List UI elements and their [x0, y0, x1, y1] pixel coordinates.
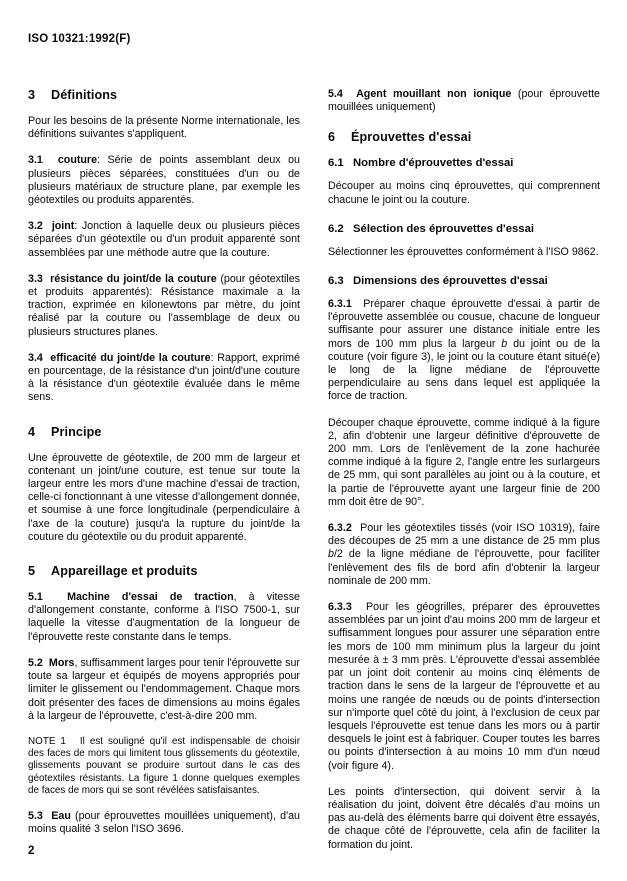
paragraph-6-3-1-number: 6.3.1	[328, 298, 352, 311]
item-5-1-term: Machine d'essai de traction	[67, 591, 234, 604]
definition-3-1-term: couture	[57, 154, 98, 167]
paragraph-6-3-1	[328, 298, 600, 404]
right-column	[328, 88, 600, 865]
clause-6-1-number: 6.1	[328, 157, 344, 170]
clause-5-number: 5	[28, 564, 36, 579]
paragraph-6-3-2-text-a: Pour les géotextiles tissés (voir ISO 10319), faire des découpes de 25 mm a une distance de 25 mm plus	[328, 522, 600, 548]
paragraph-6-3-3	[328, 601, 600, 773]
definition-3-1	[28, 154, 300, 207]
paragraph-6-3-2-number: 6.3.2	[328, 522, 352, 535]
item-5-3-number: 5.3	[28, 809, 43, 822]
paragraph-6-3-3-text-b: mm près. L'éprouvette d'essai assemblée par un joint doit contenir au moins cinq éléments de traction dans le sens de la largeur de l'éprouvette et au moins une rangée de nœuds ou de points d'intersection sur n'importe quel côté du joint, à l'exclusion de ceux par lesquels l'éprouvette est tenue dans les mors ou à partir desquels le joint est à fabriquer. Couper toutes les barres ou points d'intersection à au moins 10 mm d'un nœud (voir figure 4).	[328, 653, 600, 772]
clause-6-number: 6	[328, 130, 336, 145]
clause-6-2-title: Sélection des éprouvettes d'essai	[353, 222, 534, 235]
item-5-1	[28, 591, 300, 644]
item-5-3-term: Eau	[51, 809, 71, 822]
item-5-2	[28, 657, 300, 723]
definition-3-3-text: (pour géotextiles et produits apparentés): Résistance maximale a la traction, exprimée en kilonewtons par mètre, du joint réalisé par la couture ou l'assemblage de deux ou plusieurs structures planes.	[28, 272, 300, 338]
heading-clause-6-2	[328, 223, 600, 235]
definition-3-1-text: : Série de points assemblant deux ou plusieurs pièces séparées, constituées d'un ou de plusieurs matériaux de structure plane, par exemple les géotextiles ou produits apparentés.	[28, 154, 300, 207]
paragraph-6-3-1-text-a: Préparer chaque éprouvette d'essai à partir de l'éprouvette assemblée ou cousue, chacune de longueur suffisante pour assurer une distance initiale entre les mors de 100 mm plus la largeur	[328, 298, 600, 350]
clause-6-3-title: Dimensions des éprouvettes d'essai	[353, 275, 548, 288]
clause-4-number: 4	[28, 424, 36, 439]
definition-3-2-number: 3.2	[28, 220, 43, 233]
paragraph-6-3-1-text-b: du joint ou de la couture (voir figure 3), le joint ou la couture étant situé(e) le long de la ligne médiane de l'éprouvette perpendiculaire au sens dans lequel est appliquée la force de traction.	[328, 337, 600, 403]
clause-5-title: Appareillage et produits	[51, 564, 198, 579]
note-1-label: NOTE 1	[28, 735, 66, 747]
definition-3-4-term: efficacité du joint/de la couture	[50, 351, 211, 364]
definition-3-2	[28, 220, 300, 260]
clause-4-paragraph: Une éprouvette de géotextile, de 200 mm de largeur et contenant un joint/une couture, est tenue sur toute la largeur entre les mors d'une machine d'essai de traction, celle-ci fonctionnant à une vitesse d'allongement donnée, et soumise à une force longitudinale (perpendiculaire à l'axe de la couture) jusqu'a la rupture du joint/de la couture du géotextile ou du produit apparenté.	[28, 451, 300, 543]
page-folio: 2	[28, 845, 35, 857]
heading-clause-4	[28, 425, 300, 439]
item-5-2-term: Mors	[48, 656, 75, 669]
item-5-3-text: (pour éprouvettes mouillées uniquement), d'au moins qualité 3 selon l'ISO 3696.	[28, 809, 300, 836]
item-5-4	[328, 88, 600, 114]
heading-clause-5	[28, 564, 300, 578]
note-1	[28, 736, 300, 797]
item-5-1-text: , à vitesse d'allongement constante, conforme à l'ISO 7500-1, sur laquelle la vitesse d'augmentation de la longueur de l'éprouvette reste constante dans le temps.	[28, 591, 300, 643]
variable-b: b	[501, 337, 508, 350]
clause-3-number: 3	[28, 88, 36, 102]
clause-6-3-number: 6.3	[328, 275, 344, 288]
definition-3-3-number: 3.3	[28, 272, 43, 285]
item-5-4-term: Agent mouillant non ionique	[356, 88, 512, 100]
definition-3-4-number: 3.4	[28, 351, 43, 364]
left-column	[28, 88, 300, 865]
heading-clause-3	[28, 88, 300, 102]
clause-6-1-title: Nombre d'éprouvettes d'essai	[353, 157, 514, 170]
item-5-2-number: 5.2	[28, 656, 43, 669]
definition-3-3	[28, 273, 300, 339]
paragraph-6-3-3-text-a: Pour les géogrilles, préparer des éprouvettes assemblées par un joint d'au moins 200 mm de largeur et suffisamment longues pour assurer une séparation entre les mors de 100 mm minimum plus la largeur du joint mesurée à	[328, 601, 600, 666]
note-1-text: Il est souligné qu'il est indispensable de choisir des faces de mors qui limitent tous glissements du géotextile, glissements pouvant se produire surtout dans le cas des géotextiles résistants. La figure 1 donne quelques exemples de faces de mors qui se sont révélées satisfaisantes.	[28, 735, 300, 796]
clause-6-1-paragraph: Découper au moins cinq éprouvettes, qui comprennent chacune le joint ou la couture.	[328, 180, 600, 206]
heading-clause-6	[328, 130, 600, 144]
definition-3-3-term: résistance du joint/de la couture	[50, 272, 217, 285]
clause-6-2-number: 6.2	[328, 222, 344, 235]
heading-clause-6-3	[328, 275, 600, 287]
paragraph-6-3-3-continued: Les points d'intersection, qui doivent servir à la réalisation du joint, doivent être décalés d'au moins un pas au-delà des éléments barre qui doivent être essayés, de chaque côté de l'éprouvette, cela afin de faciliter la formation du joint.	[328, 785, 600, 851]
definition-3-4	[28, 352, 300, 405]
clause-4-title: Principe	[51, 424, 102, 439]
definition-3-2-text: : Jonction à laquelle deux ou plusieurs pièces séparées d'un géotextile ou d'un produit apparenté sont assemblées par une méthode autre que la couture.	[28, 220, 300, 259]
clause-3-intro: Pour les besoins de la présente Norme internationale, les définitions suivantes s'appliquent.	[28, 115, 300, 141]
paragraph-6-3-2-text-b: /2 de la ligne médiane de l'éprouvette, pour faciliter l'enlèvement des fils de bord afin d'obtenir la largeur nominale de 200 mm.	[328, 548, 600, 587]
item-5-1-number: 5.1	[28, 591, 43, 604]
clause-6-title: Éprouvettes d'essai	[351, 130, 472, 145]
heading-clause-6-1	[328, 157, 600, 169]
item-5-4-number: 5.4	[328, 88, 343, 100]
paragraph-6-3-2	[328, 522, 600, 588]
item-5-2-text: , suffisamment larges pour tenir l'éprouvette sur toute sa largeur et équipés de moyens appropriés pour limiter le glissement ou l'endommagement. Chaque mors doit présenter des faces de dimensions au moins égales à la largeur de l'éprouvette, c'est-à-dire 200 mm.	[28, 656, 300, 722]
variable-b-2: b	[328, 548, 334, 561]
clause-3-title: Définitions	[51, 88, 118, 102]
definition-3-1-number: 3.1	[28, 154, 43, 167]
tolerance-symbol: ± 3	[382, 653, 398, 666]
clause-6-2-paragraph: Sélectionner les éprouvettes conformément à l'ISO 9862.	[328, 245, 599, 258]
definition-3-4-text: : Rapport, exprimé en pourcentage, de la résistance d'un joint/d'une couture à la résistance d'un géotextile évaluée dans le même sens.	[28, 351, 300, 404]
item-5-3	[28, 810, 300, 836]
definition-3-2-term: joint	[51, 220, 75, 233]
running-head: ISO 10321:1992(F)	[28, 33, 131, 45]
item-5-4-text: (pour éprouvette mouillées uniquement)	[328, 88, 600, 114]
paragraph-6-3-3-number: 6.3.3	[328, 601, 352, 614]
paragraph-6-3-1-continued: Découper chaque éprouvette, comme indiqué à la figure 2, afin d'obtenir une largeur définitive d'éprouvette de 200 mm. Lors de l'enlèvement de la zone hachurée comme indiqué à la figure 2, l'angle entre les surlargeurs de 25 mm, qui sont parallèles au joint ou à la couture, et la partie de l'éprouvette ayant une largeur finie de 200 mm doit être de 90°.	[328, 416, 600, 508]
two-column-body	[28, 88, 600, 865]
